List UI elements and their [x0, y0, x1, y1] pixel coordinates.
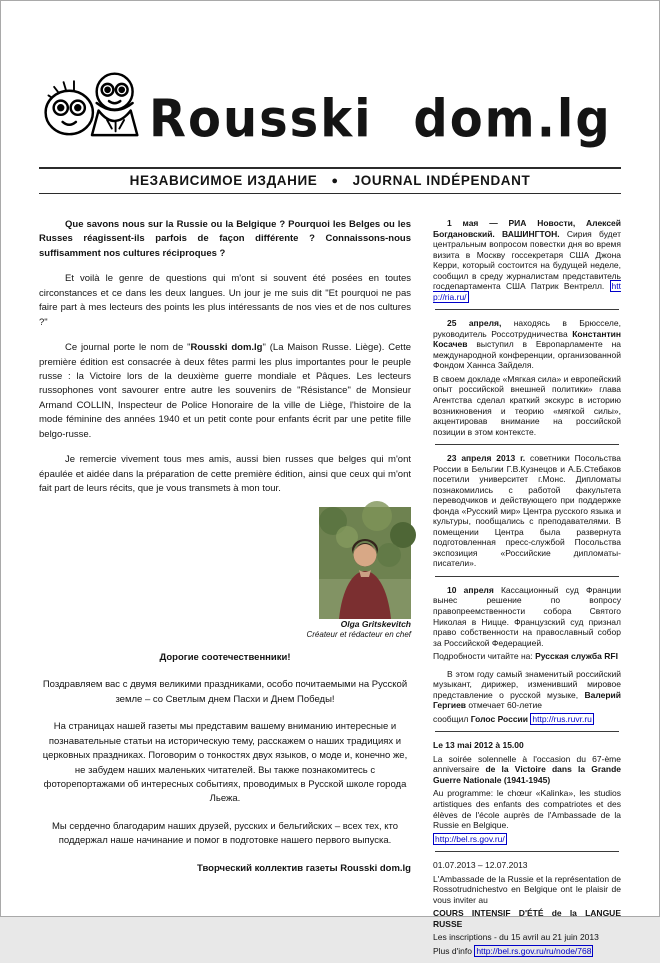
address-salutation: Дорогие соотечественники! — [159, 651, 291, 663]
text-segment: В своем докладе «Мягкая сила» и европейский опыт российской внешней политики» глава Агентства сделал краткий экскурс в историю возникновения и теорию «мягкой силы», акцентировав внимание на российской позиции в этом контексте. — [433, 373, 621, 437]
news-item — [433, 218, 621, 302]
text-segment: сообщил — [433, 713, 471, 724]
text-segment: Валерий Гергиев — [433, 689, 621, 711]
news-paragraph — [433, 714, 621, 725]
masthead-logo-row — [39, 1, 621, 150]
photo-caption-role: Créateur et rédacteur en chef — [306, 630, 411, 640]
external-link[interactable]: http://rus.ruvr.ru — [532, 713, 592, 724]
text-segment: В этом году самый знаменитый российский музыкант, дирижер, изменивший мировое представление о русской музыке, — [433, 668, 621, 700]
text-segment: выступил в Европарламенте на международной конференции, организованной Фондом Ханнса Зайделя. — [433, 339, 621, 371]
text-segment: 10 апреля — [447, 584, 494, 595]
text-segment: советники Посольства России в Бельгии Г.В.Кузнецов и А.Б.Стебаков посетили университет г.Монс. Дипломаты познакомились с работой факультета переводчиков и действующего при поддержке фонда «Русский мир» Центра русского языка и культуры, пообщались с преподавателями. В помещении Центра была развернута подготовленная пресс-службой Посольства экспозиция «Российские дипломаты-писатели». — [433, 453, 621, 569]
news-paragraph — [433, 946, 621, 957]
external-link[interactable]: http://ria.ru/ — [433, 281, 621, 302]
news-paragraph — [433, 788, 621, 830]
news-paragraph — [433, 874, 621, 906]
text-segment: Plus d'info — [433, 945, 475, 956]
editor-photo-figure — [39, 507, 411, 640]
news-item — [433, 318, 621, 437]
news-paragraph — [433, 754, 621, 786]
news-paragraph — [433, 740, 621, 751]
photo-caption-name: Olga Gritskevitch — [340, 619, 411, 630]
news-paragraph — [433, 669, 621, 711]
news-paragraph — [433, 932, 621, 943]
editorial-paragraph — [39, 272, 411, 330]
masthead-rule-bottom — [39, 193, 621, 194]
section-divider — [435, 576, 619, 577]
matryoshka-doodle-icon — [39, 61, 143, 145]
text-segment: 23 апреля 2013 г. — [447, 453, 526, 464]
news-items — [433, 218, 621, 956]
text-segment: отмечает 60-летие — [466, 700, 543, 711]
news-column — [433, 218, 621, 963]
editorial-paragraph — [39, 453, 411, 496]
text-segment: Les inscriptions - du 15 avril au 21 juin 2013 — [433, 932, 599, 943]
news-paragraph — [433, 218, 621, 302]
text-segment: Подробности читайте на: — [433, 651, 536, 662]
section-divider — [435, 309, 619, 310]
news-item — [433, 740, 621, 844]
masthead-band — [39, 167, 621, 194]
logo-illustration — [39, 61, 143, 145]
editorial-paragraph — [39, 218, 411, 261]
text-segment: Et voilà le genre de questions qui m'ont si souvent été posées en toutes circonstances et ce dans les deux langues. Un jour je me suis dit "Et pourquoi ne pas faire part à mes lecteurs des points les plus intéressants de nos vies et de nos cultures ?" — [39, 273, 411, 328]
news-paragraph — [433, 651, 621, 662]
subtitle-russian: НЕЗАВИСИМОЕ ИЗДАНИЕ — [129, 173, 318, 188]
text-segment: Au programme: le chœur «Kalinka», les studios artistiques des enfants des compatriotes et des élèves de l'école auprès de l'Ambassade de la Russie en Belgique. — [433, 788, 621, 831]
text-segment: Константин Косачев — [433, 328, 621, 350]
text-segment: de la Victoire dans la Grande Guerre Nationale (1941-1945) — [433, 764, 621, 785]
news-paragraph — [433, 908, 621, 929]
news-item — [433, 585, 621, 662]
editorial-paragraph — [39, 341, 411, 442]
news-paragraph — [433, 374, 621, 437]
news-item — [433, 669, 621, 725]
news-paragraph — [433, 834, 621, 845]
news-paragraph — [433, 453, 621, 569]
text-segment: Je remercie vivement tous mes amis, aussi bien russes que belges qui m'ont épaulée et aidée dans la préparation de cette première édition, ainsi que ceux qui m'ont fait part de leurs récits, que je vous transmets à mon tour. — [39, 454, 411, 494]
section-divider — [435, 444, 619, 445]
text-segment: Голос России — [470, 713, 531, 724]
address-paragraph: На страницах нашей газеты мы представим вашему вниманию интересные и познавательные статьи на историческую тему, расскажем о наших традициях и церковных праздниках. Поговорим о тонкостях двух языков, о моде и, конечно же, не забудем наших маленьких читателей. Вы также познакомитесь с фоторепортажами об интересных событиях, проводимых в Русской школе города Льежа. — [42, 721, 408, 805]
external-link[interactable]: http://bel.rs.gov.ru/ru/node/768 — [476, 945, 592, 956]
news-paragraph — [433, 585, 621, 648]
subtitle-bullet-icon: ● — [331, 175, 339, 187]
masthead — [39, 1, 621, 194]
text-segment: Сирия будет центральным вопросом повестки дня во время визита в Москву госсекретаря США Джона Керри, который состоится на будущей неделе, сообщил в среду журналистам представитель госдепартамента США Патрик Вентрелл. — [433, 228, 621, 292]
text-segment: Ce journal porte le nom de " — [65, 342, 191, 354]
body-columns — [39, 218, 621, 963]
address-paragraph: Мы сердечно благодарим наших друзей, русских и бельгийских – всех тех, кто поддержал наше начинание и помог в подготовке нашего первого выпуска. — [51, 820, 399, 847]
text-segment: 01.07.2013 – 12.07.2013 — [433, 860, 528, 871]
section-divider — [435, 851, 619, 852]
text-segment: Que savons nous sur la Russie ou la Belgique ? Pourquoi les Belges ou les Russes réagissent-ils parfois de façon différente ? Connaissons-nous suffisamment nos cultures réciproques ? — [39, 219, 411, 259]
subtitle-french: JOURNAL INDÉPENDANT — [352, 173, 531, 188]
address-paragraph: Поздравляем вас с двумя великими праздниками, особо почитаемыми на Русской земле – со Светлым днем Пасхи и Днем Победы! — [42, 679, 408, 705]
editorial-column — [39, 218, 411, 963]
news-item — [433, 453, 621, 569]
news-paragraph — [433, 860, 621, 871]
address-block — [39, 651, 411, 876]
masthead-subtitle — [39, 169, 621, 193]
text-segment: " (La Maison Russe. Liège). Cette première édition est consacrée à deux fêtes parmi les plus importantes pour le peuple russe : la Victoire lors de la deuxième guerre mondiale et Pâques. Les lecteurs russophones vont savourer entre autre les souvenirs de "Résistance" de Monsieur Armand COLLIN, Inspecteur de Police Honoraire de la ville de Liège, l'histoire de la mode féminine des années 1940 et un petit conte pour enfants écrit par une petite fille belgo-russe. — [39, 342, 411, 440]
section-divider — [435, 731, 619, 732]
address-signature: Творческий коллектив газеты Rousski dom.lg — [197, 862, 411, 874]
text-segment: 25 апреля, — [447, 318, 502, 329]
editor-photo — [319, 507, 411, 619]
newspaper-title: Rousski dom.lg — [149, 88, 612, 150]
text-segment: Le 13 mai 2012 à 15.00 — [433, 740, 524, 751]
text-segment: Кассационный суд Франции вынес решение по вопросу правопреемственности собора Святого Николая в Ницце. Французский суд признал право собственности на православный собор за Российской Федерацией. — [433, 584, 621, 648]
text-segment: Rousski dom.lg — [190, 342, 263, 354]
text-segment: 1 мая — РИА Новости, Алексей Богдановский. ВАШИНГТОН. — [433, 218, 621, 239]
text-segment: Русская служба RFI — [535, 651, 618, 662]
text-segment: COURS INTENSIF D'ÉTÉ de la LANGUE RUSSE — [433, 908, 621, 929]
text-segment: L'Ambassade de la Russie et la représentation de Rossotrudnichestvo en Belgique ont le plaisir de vous inviter au — [433, 873, 621, 905]
external-link[interactable]: http://bel.rs.gov.ru/ — [435, 833, 505, 844]
text-segment: La soirée solennelle à l'occasion du 67-ème anniversaire — [433, 753, 621, 775]
text-segment: находясь в Брюсселе, руководитель Россотрудничества — [433, 318, 621, 339]
news-item — [433, 860, 621, 956]
photo-caption — [261, 619, 411, 640]
news-paragraph — [433, 318, 621, 371]
